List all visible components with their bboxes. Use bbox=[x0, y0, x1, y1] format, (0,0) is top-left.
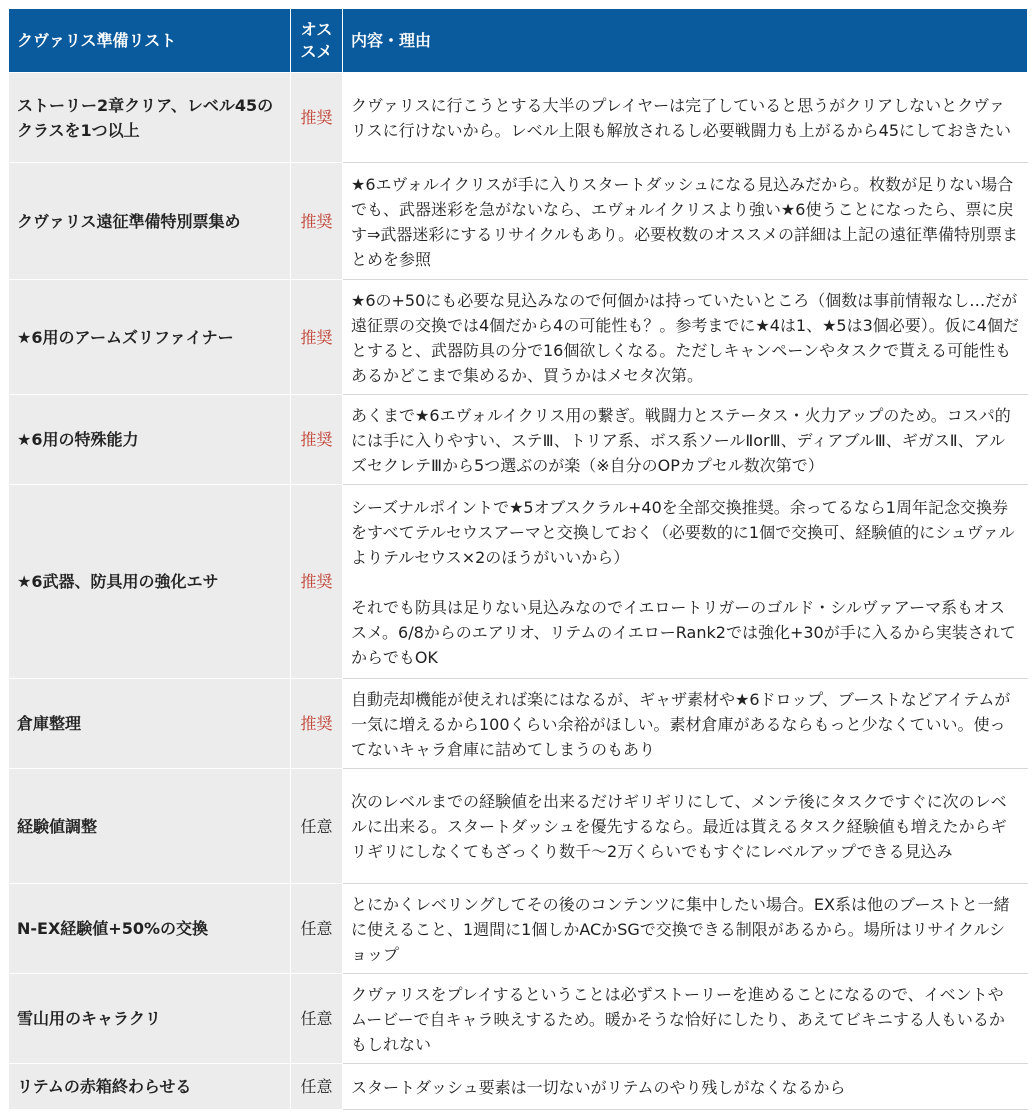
row-description: クヴァリスをプレイするということは必ずストーリーを進めることになるので、イベントやムービーで自キャラ映えするため。暖かそうな恰好にしたり、あえてビキニする人もいるかもしれない bbox=[343, 974, 1028, 1064]
row-label: ★6用の特殊能力 bbox=[9, 395, 291, 485]
prep-list-table-wrapper bbox=[8, 8, 1027, 1110]
row-description: 自動売却機能が使えれば楽にはなるが、ギャザ素材や★6ドロップ、ブーストなどアイテムが一気に増えるから100くらい余裕がほしい。素材倉庫があるならもっと少なくていい。使ってないキャラ倉庫に詰めてしまうのもあり bbox=[343, 679, 1028, 769]
row-recommend: 任意 bbox=[291, 769, 343, 884]
row-description: 次のレベルまでの経験値を出来るだけギリギリにして、メンテ後にタスクですぐに次のレベルに出来る。スタートダッシュを優先するなら。最近は貰えるタスク経験値も増えたからギリギリにしなくてもざっくり数千～2万くらいでもすぐにレベルアップできる見込み bbox=[343, 769, 1028, 884]
row-recommend: 任意 bbox=[291, 884, 343, 974]
header-content: 内容・理由 bbox=[343, 9, 1028, 73]
row-recommend: 任意 bbox=[291, 1064, 343, 1110]
row-label: ★6武器、防具用の強化エサ bbox=[9, 485, 291, 679]
row-label: 経験値調整 bbox=[9, 769, 291, 884]
row-recommend: 任意 bbox=[291, 974, 343, 1064]
prep-list-table bbox=[8, 8, 1028, 1110]
row-recommend: 推奨 bbox=[291, 679, 343, 769]
table-row bbox=[9, 974, 1028, 1064]
row-label: ★6用のアームズリファイナー bbox=[9, 280, 291, 395]
row-description-para1: シーズナルポイントで★5オブスクラル+40を全部交換推奨。余ってるなら1周年記念交換券をすべてテルセウスアーマと交換しておく（必要数的に1個で交換可、経験値的にシュヴァルよりテルセウス×2のほうがいいから） bbox=[351, 497, 1015, 567]
row-description: ★6エヴォルイクリスが手に入りスタートダッシュになる見込みだから。枚数が足りない場合でも、武器迷彩を急がないなら、エヴォルイクリスより強い★6使うことになったら、票に戻す⇒武器迷彩にするリサイクルもあり。必要枚数のオススメの詳細は上記の遠征準備特別票まとめを参照 bbox=[343, 163, 1028, 280]
row-label: リテムの赤箱終わらせる bbox=[9, 1064, 291, 1110]
row-description bbox=[343, 485, 1028, 679]
row-label: ストーリー2章クリア、レベル45のクラスを1つ以上 bbox=[9, 73, 291, 163]
header-recommend: オススメ bbox=[291, 9, 343, 73]
row-description-para2: それでも防具は足りない見込みなのでイエロートリガーのゴルド・シルヴァアーマ系もオススメ。6/8からのエアリオ、リテムのイエローRank2では強化+30が手に入るから実装されてからでもOK bbox=[351, 597, 1016, 667]
row-label: クヴァリス遠征準備特別票集め bbox=[9, 163, 291, 280]
row-description: とにかくレベリングしてその後のコンテンツに集中したい場合。EX系は他のブーストと一緒に使えること、1週間に1個しかACかSGで交換できる制限があるから。場所はリサイクルショップ bbox=[343, 884, 1028, 974]
row-label: N-EX経験値+50%の交換 bbox=[9, 884, 291, 974]
table-row bbox=[9, 280, 1028, 395]
row-recommend: 推奨 bbox=[291, 485, 343, 679]
table-row bbox=[9, 73, 1028, 163]
row-label: 倉庫整理 bbox=[9, 679, 291, 769]
row-description: ★6の+50にも必要な見込みなので何個かは持っていたいところ（個数は事前情報なし…だが遠征票の交換では4個だから4の可能性も？。参考までに★4は1、★5は3個必要）。仮に4個だとすると、武器防具の分で16個欲しくなる。ただしキャンペーンやタスクで貰える可能性もあるかどこまで集めるか、買うかはメセタ次第。 bbox=[343, 280, 1028, 395]
table-row bbox=[9, 884, 1028, 974]
row-recommend: 推奨 bbox=[291, 73, 343, 163]
row-description: あくまで★6エヴォルイクリス用の繋ぎ。戦闘力とステータス・火力アップのため。コスパ的には手に入りやすい、ステⅢ、トリア系、ボス系ソールⅡorⅢ、ディアブルⅢ、ギガスⅡ、アルズセクレテⅢから5つ選ぶのが楽（※自分のOPカプセル数次第で） bbox=[343, 395, 1028, 485]
row-description: スタートダッシュ要素は一切ないがリテムのやり残しがなくなるから bbox=[343, 1064, 1028, 1110]
table-header-row bbox=[9, 9, 1028, 73]
table-row bbox=[9, 679, 1028, 769]
table-row bbox=[9, 769, 1028, 884]
row-description: クヴァリスに行こうとする大半のプレイヤーは完了していると思うがクリアしないとクヴァリスに行けないから。レベル上限も解放されるし必要戦闘力も上がるから45にしておきたい bbox=[343, 73, 1028, 163]
row-recommend: 推奨 bbox=[291, 280, 343, 395]
row-recommend: 推奨 bbox=[291, 163, 343, 280]
row-label: 雪山用のキャラクリ bbox=[9, 974, 291, 1064]
header-item: クヴァリス準備リスト bbox=[9, 9, 291, 73]
table-row bbox=[9, 395, 1028, 485]
table-row bbox=[9, 485, 1028, 679]
table-row bbox=[9, 163, 1028, 280]
row-recommend: 推奨 bbox=[291, 395, 343, 485]
table-row bbox=[9, 1064, 1028, 1110]
